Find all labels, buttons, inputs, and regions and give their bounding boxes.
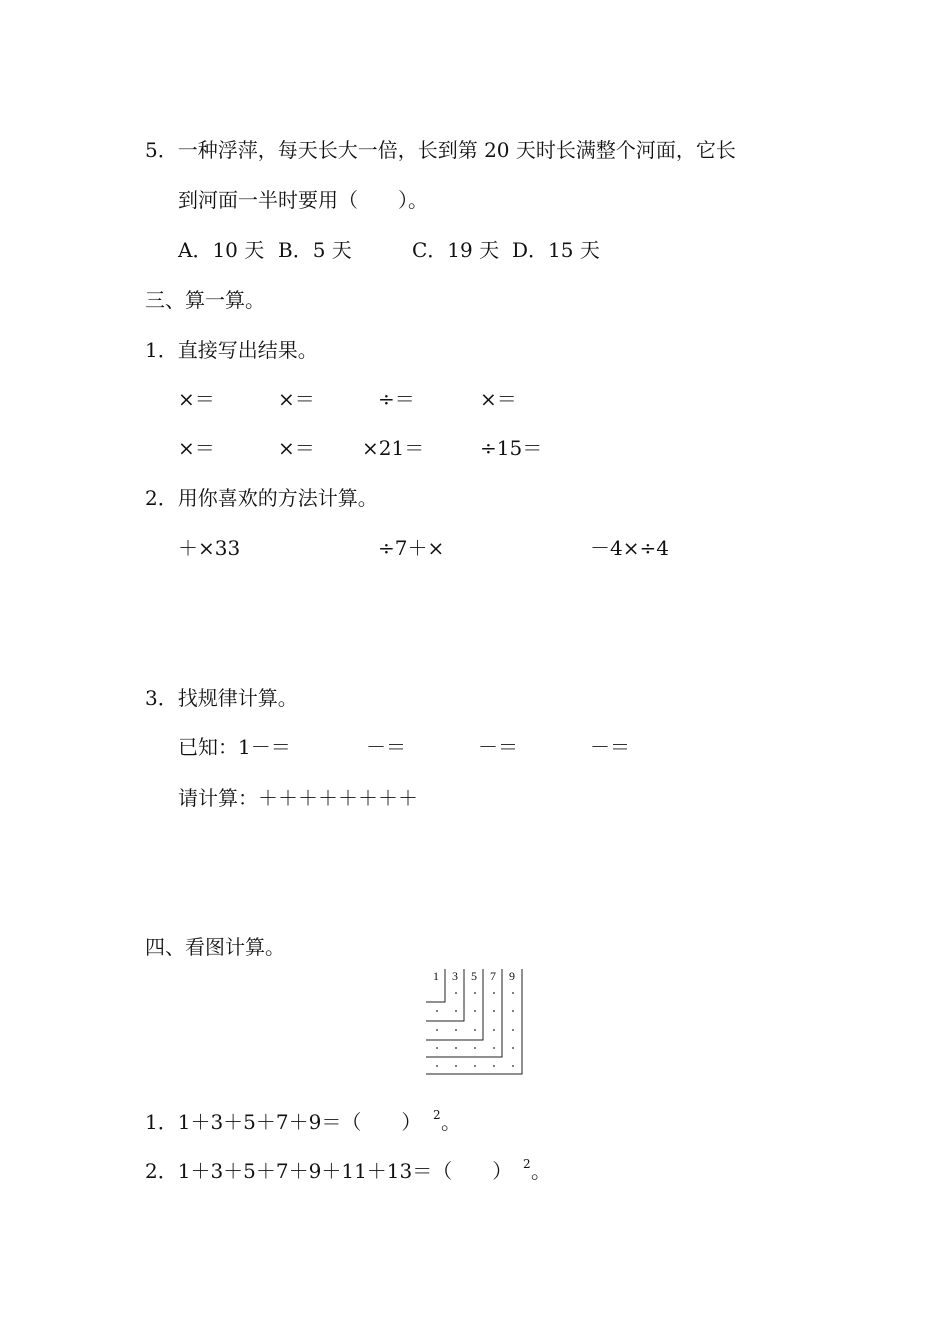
s4-q2-tail: 。	[531, 1159, 551, 1183]
s4-q2-superscript: 2	[523, 1157, 531, 1171]
figure-dot	[474, 1047, 476, 1049]
section-3-heading: 三、算一算。	[145, 288, 265, 312]
s3-p3-compute: 请计算：＋＋＋＋＋＋＋＋	[178, 786, 418, 810]
s3-p2-item2: ÷7＋×	[378, 536, 445, 560]
figure-dot	[512, 1029, 514, 1031]
q5-option-d: D．15 天	[512, 238, 600, 262]
q5-option-c: C．19 天	[412, 238, 500, 262]
figure-dot	[493, 1029, 495, 1031]
figure-dot	[512, 1047, 514, 1049]
s3-p1-r2-c1: ×＝	[178, 436, 215, 460]
figure-dot	[512, 992, 514, 994]
figure-dot	[436, 1010, 438, 1012]
figure-dot	[436, 1047, 438, 1049]
s4-q1-tail: 。	[441, 1110, 461, 1134]
s3-p2-item3: －4×÷4	[590, 536, 669, 560]
s3-p1-r2-c4: ÷15＝	[480, 436, 543, 460]
figure-label-3: 3	[452, 969, 458, 983]
figure-dot	[474, 992, 476, 994]
s4-q2: 2．1＋3＋5＋7＋9＋11＋13＝（ ）	[145, 1159, 513, 1183]
figure-label-5: 5	[471, 969, 477, 983]
section-4-heading: 四、看图计算。	[145, 935, 285, 959]
s3-p3-given-4: －＝	[590, 735, 630, 759]
figure-label-9: 9	[509, 969, 515, 983]
s3-p1-r1-c2: ×＝	[278, 387, 315, 411]
q5-line2: 到河面一半时要用（ ）。	[178, 188, 428, 212]
s3-p2-item1: ＋×33	[178, 536, 241, 560]
figure-dot	[436, 1029, 438, 1031]
figure-label-7: 7	[490, 969, 496, 983]
figure-dot	[455, 992, 457, 994]
s3-p1-r1-c4: ×＝	[480, 387, 517, 411]
s3-p1-r2-c2: ×＝	[278, 436, 315, 460]
figure-dot	[512, 1065, 514, 1067]
figure-dot	[455, 1065, 457, 1067]
odd-sum-square-figure	[425, 968, 525, 1076]
s3-p1-title: 1．直接写出结果。	[145, 338, 318, 362]
s3-p2-title: 2．用你喜欢的方法计算。	[145, 486, 378, 510]
q5-option-b: B．5 天	[278, 238, 352, 262]
figure-dot	[455, 1047, 457, 1049]
figure-dot	[474, 1065, 476, 1067]
figure-dot	[474, 1010, 476, 1012]
s3-p3-given-2: －＝	[366, 735, 406, 759]
figure-dot	[474, 1029, 476, 1031]
s3-p3-title: 3．找规律计算。	[145, 686, 298, 710]
figure-dot	[493, 1047, 495, 1049]
figure-dot	[436, 1065, 438, 1067]
q5-line1: 5．一种浮萍，每天长大一倍，长到第 20 天时长满整个河面，它长	[145, 138, 736, 162]
figure-label-1: 1	[433, 969, 439, 983]
q5-option-a: A．10 天	[178, 238, 265, 262]
s3-p1-r1-c1: ×＝	[178, 387, 215, 411]
figure-dot	[493, 1010, 495, 1012]
figure-dot	[455, 1010, 457, 1012]
figure-lines	[426, 969, 522, 1074]
s3-p1-r2-c3: ×21＝	[362, 436, 425, 460]
figure-dot	[455, 1029, 457, 1031]
s4-q1: 1．1＋3＋5＋7＋9＝（ ）	[145, 1110, 422, 1134]
s4-q1-superscript: 2	[433, 1108, 441, 1122]
s3-p1-r1-c3: ÷＝	[378, 387, 415, 411]
figure-dot	[512, 1010, 514, 1012]
figure-dot	[493, 1065, 495, 1067]
figure-dot	[493, 992, 495, 994]
s3-p3-given-3: －＝	[478, 735, 518, 759]
s3-p3-given-1: 已知：1－＝	[178, 735, 291, 759]
